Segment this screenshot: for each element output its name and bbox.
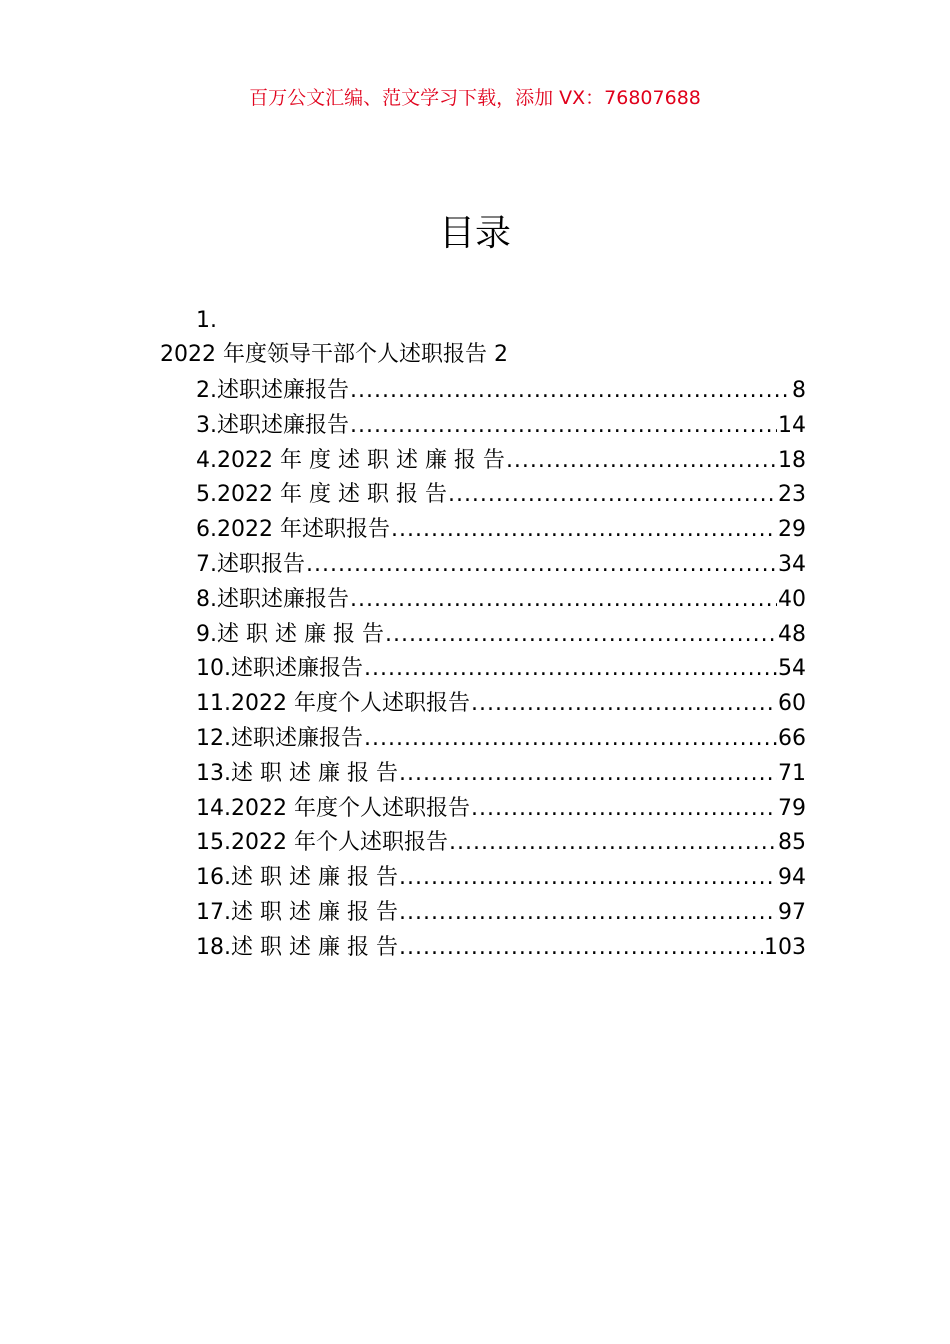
toc-entry-17[interactable] [196,896,806,931]
toc-entry-label: 9.述 职 述 廉 报 告 [196,621,384,647]
toc-entry-label: 13.述 职 述 廉 报 告 [196,760,398,786]
toc-entry-label: 17.述 职 述 廉 报 告 [196,899,398,925]
toc-entry-label: 10.述职述廉报告 [196,656,363,682]
toc-entry-2[interactable] [196,374,806,409]
dot-leader [506,444,777,478]
toc-page-number: 85 [778,830,806,856]
dot-leader [306,548,777,582]
toc-entry-10[interactable] [196,652,806,687]
toc-entry-16[interactable] [196,861,806,896]
toc-entry-3[interactable] [196,409,806,444]
dot-leader [385,618,777,652]
page-title: 目录 [438,213,511,254]
dot-leader [399,861,777,895]
toc-page-number: 94 [778,865,806,891]
toc-entry-label: 4.2022 年 度 述 职 述 廉 报 告 [196,447,505,473]
toc-page-number: 54 [778,656,806,682]
toc-page-number: 48 [778,621,806,647]
toc-page-number: 14 [778,412,806,438]
toc-entry-7[interactable] [196,548,806,583]
dot-leader [471,687,777,721]
toc-entry-label: 14.2022 年度个人述职报告 [196,795,470,821]
toc-page-number: 60 [778,691,806,717]
dot-leader [350,409,777,443]
toc-entry-label: 6.2022 年述职报告 [196,517,390,543]
toc-page-number: 79 [778,795,806,821]
toc-entry-9[interactable] [196,618,806,653]
dot-leader [399,931,763,965]
toc-entry-15[interactable] [196,826,806,861]
dot-leader [399,896,777,930]
dot-leader [350,374,791,408]
toc-page-number: 18 [778,447,806,473]
toc-entry-label: 8.述职述廉报告 [196,586,349,612]
dot-leader [448,478,777,512]
dot-leader [391,513,777,547]
toc-page-number: 71 [778,760,806,786]
toc-entry-label: 2022 年度领导干部个人述职报告 2 [160,342,508,367]
toc-entry-18[interactable] [196,931,806,966]
dot-leader [471,792,777,826]
toc-entry-label: 18.述 职 述 廉 报 告 [196,934,398,960]
toc-entry-5[interactable] [196,478,806,513]
dot-leader [449,826,777,860]
toc-entry-8[interactable] [196,583,806,618]
toc-entry-label: 7.述职报告 [196,551,305,577]
toc-page-number: 40 [778,586,806,612]
dot-leader [350,583,777,617]
toc-entry-6[interactable] [196,513,806,548]
toc-entry-label: 15.2022 年个人述职报告 [196,830,448,856]
toc-entry-label: 16.述 职 述 廉 报 告 [196,865,398,891]
toc-entry-12[interactable] [196,722,806,757]
dot-leader [364,722,777,756]
toc-entry-4[interactable] [196,444,806,479]
toc-entry-label: 3.述职述廉报告 [196,412,349,438]
toc-page-number: 97 [778,899,806,925]
dot-leader [399,757,777,791]
toc-entry-label: 11.2022 年度个人述职报告 [196,691,470,717]
toc-entry-14[interactable] [196,792,806,827]
toc-page-number: 34 [778,551,806,577]
toc-entry-13[interactable] [196,757,806,792]
header-note: 百万公文汇编、范文学习下载，添加 VX：76807688 [249,87,701,109]
toc-entry-label: 2.述职述廉报告 [196,378,349,403]
dot-leader [364,652,777,686]
toc-page-number: 23 [778,482,806,508]
table-of-contents [196,374,806,966]
toc-entry-label: 5.2022 年 度 述 职 报 告 [196,482,447,508]
toc-entry-label: 12.述职述廉报告 [196,725,363,751]
toc-page-number: 8 [792,378,806,403]
toc-entry-number: 1. [196,308,217,333]
toc-page-number: 66 [778,725,806,751]
toc-entry-11[interactable] [196,687,806,722]
toc-page-number: 29 [778,517,806,543]
toc-entry-1[interactable] [160,304,508,372]
toc-page-number: 103 [764,934,806,960]
